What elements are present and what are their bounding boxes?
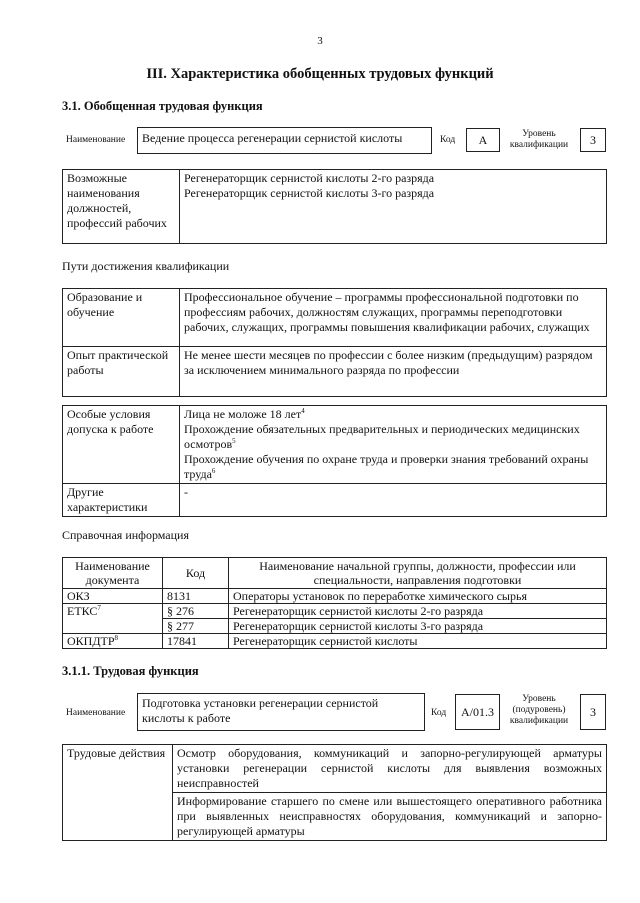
okpdtr-doc-text: ОКПДТР	[67, 634, 115, 648]
conditions-table	[62, 405, 607, 517]
function-level-line3: квалификации	[509, 716, 569, 726]
education-table	[62, 288, 607, 397]
other-value: -	[180, 484, 607, 517]
okz-code: 8131	[163, 589, 229, 604]
footnote-7: 7	[97, 604, 101, 612]
condition-safety-text: Прохождение обучения по охране труда и проверки знания требований охраны труда	[184, 452, 589, 481]
name-value: Ведение процесса регенерации сернистой кислоты	[137, 127, 432, 154]
condition-medical	[184, 422, 602, 452]
labour-function-heading: 3.1.1. Трудовая функция	[62, 664, 199, 678]
conditions-value	[180, 406, 607, 484]
education-label: Образование и обучение	[63, 289, 180, 347]
conditions-label: Особые условия допуска к работе	[63, 406, 180, 484]
function-level-line2: (подуровень)	[512, 705, 566, 715]
etks1-name: Регенераторщик сернистой кислоты 2-го разряда	[229, 604, 607, 619]
action-item-2: Информирование старшего по смене или вышестоящего оперативного работника при выявленных неисправностях оборудования, коммуникаций и запорно-регулирующей арматуры	[173, 793, 607, 841]
table-row	[63, 634, 607, 649]
code-value: А	[466, 128, 500, 152]
function-name-value: Подготовка установки регенерации сернистой кислоты к работе	[137, 693, 425, 731]
function-code-value: А/01.3	[455, 694, 500, 730]
okpdtr-name: Регенераторщик сернистой кислоты	[229, 634, 607, 649]
footnote-4: 4	[301, 407, 305, 415]
footnote-5: 5	[232, 437, 236, 445]
other-label: Другие характеристики	[63, 484, 180, 517]
positions-table	[62, 169, 607, 244]
actions-table	[62, 744, 607, 841]
okz-name: Операторы установок по переработке химического сырья	[229, 589, 607, 604]
level-label-line2: квалификации	[509, 140, 569, 150]
etks1-code: § 276	[163, 604, 229, 619]
col-name-header: Наименование начальной группы, должности, профессии или специальности, направления подготовки	[229, 558, 607, 589]
etks2-code: § 277	[163, 619, 229, 634]
footnote-8: 8	[114, 634, 119, 642]
code-label: Код	[440, 135, 456, 145]
positions-value	[180, 170, 607, 244]
section-title: III. Характеристика обобщенных трудовых функций	[146, 66, 494, 82]
etks2-name: Регенераторщик сернистой кислоты 3-го разряда	[229, 619, 607, 634]
function-level-value: 3	[580, 694, 606, 730]
position-line-2: Регенераторщик сернистой кислоты 3-го разряда	[184, 186, 435, 200]
okpdtr-doc	[63, 634, 163, 649]
page-number: 3	[317, 35, 323, 47]
function-level-label	[503, 694, 575, 727]
footnote-6: 6	[211, 467, 216, 475]
experience-value: Не менее шести месяцев по профессии с более низким (предыдущим) разрядом за исключением минимального разряда по профессии	[180, 347, 607, 397]
col-code-header: Код	[163, 558, 229, 589]
table-row	[63, 604, 607, 619]
etks-doc	[63, 604, 163, 634]
paths-heading: Пути достижения квалификации	[62, 259, 230, 273]
positions-label: Возможные наименования должностей, профессий рабочих	[63, 170, 180, 244]
level-label-line1: Уровень	[522, 129, 556, 139]
condition-safety	[184, 452, 602, 482]
okpdtr-code: 17841	[163, 634, 229, 649]
etks-doc-text: ЕТКС	[67, 604, 98, 618]
level-label	[503, 129, 575, 151]
function-code-label: Код	[431, 708, 447, 718]
position-line-1: Регенераторщик сернистой кислоты 2-го разряда	[184, 171, 435, 185]
actions-label: Трудовые действия	[63, 745, 173, 841]
condition-age	[184, 407, 602, 422]
action-item-1: Осмотр оборудования, коммуникаций и запорно-регулирующей арматуры установки регенерации сернистой кислоты для выявления возможных неисправностей	[173, 745, 607, 793]
col-doc-header: Наименование документа	[63, 558, 163, 589]
function-name-label: Наименование	[66, 708, 126, 718]
generalized-function-heading: 3.1. Обобщенная трудовая функция	[62, 99, 263, 113]
condition-medical-text: Прохождение обязательных предварительных и периодических медицинских осмотров	[184, 422, 580, 451]
function-level-line1: Уровень	[522, 694, 556, 704]
experience-label: Опыт практической работы	[63, 347, 180, 397]
condition-age-text: Лица не моложе 18 лет	[184, 407, 302, 421]
reference-heading: Справочная информация	[62, 528, 189, 542]
education-value: Профессиональное обучение – программы профессиональной подготовки по профессиям рабочих, должностям служащих, программы переподготовки рабочих, служащих, программы повышения квалификации рабочих, служащих	[180, 289, 607, 347]
name-label: Наименование	[66, 135, 126, 145]
table-row	[63, 589, 607, 604]
level-value: 3	[580, 128, 606, 152]
okz-doc: ОКЗ	[63, 589, 163, 604]
reference-table	[62, 557, 607, 649]
